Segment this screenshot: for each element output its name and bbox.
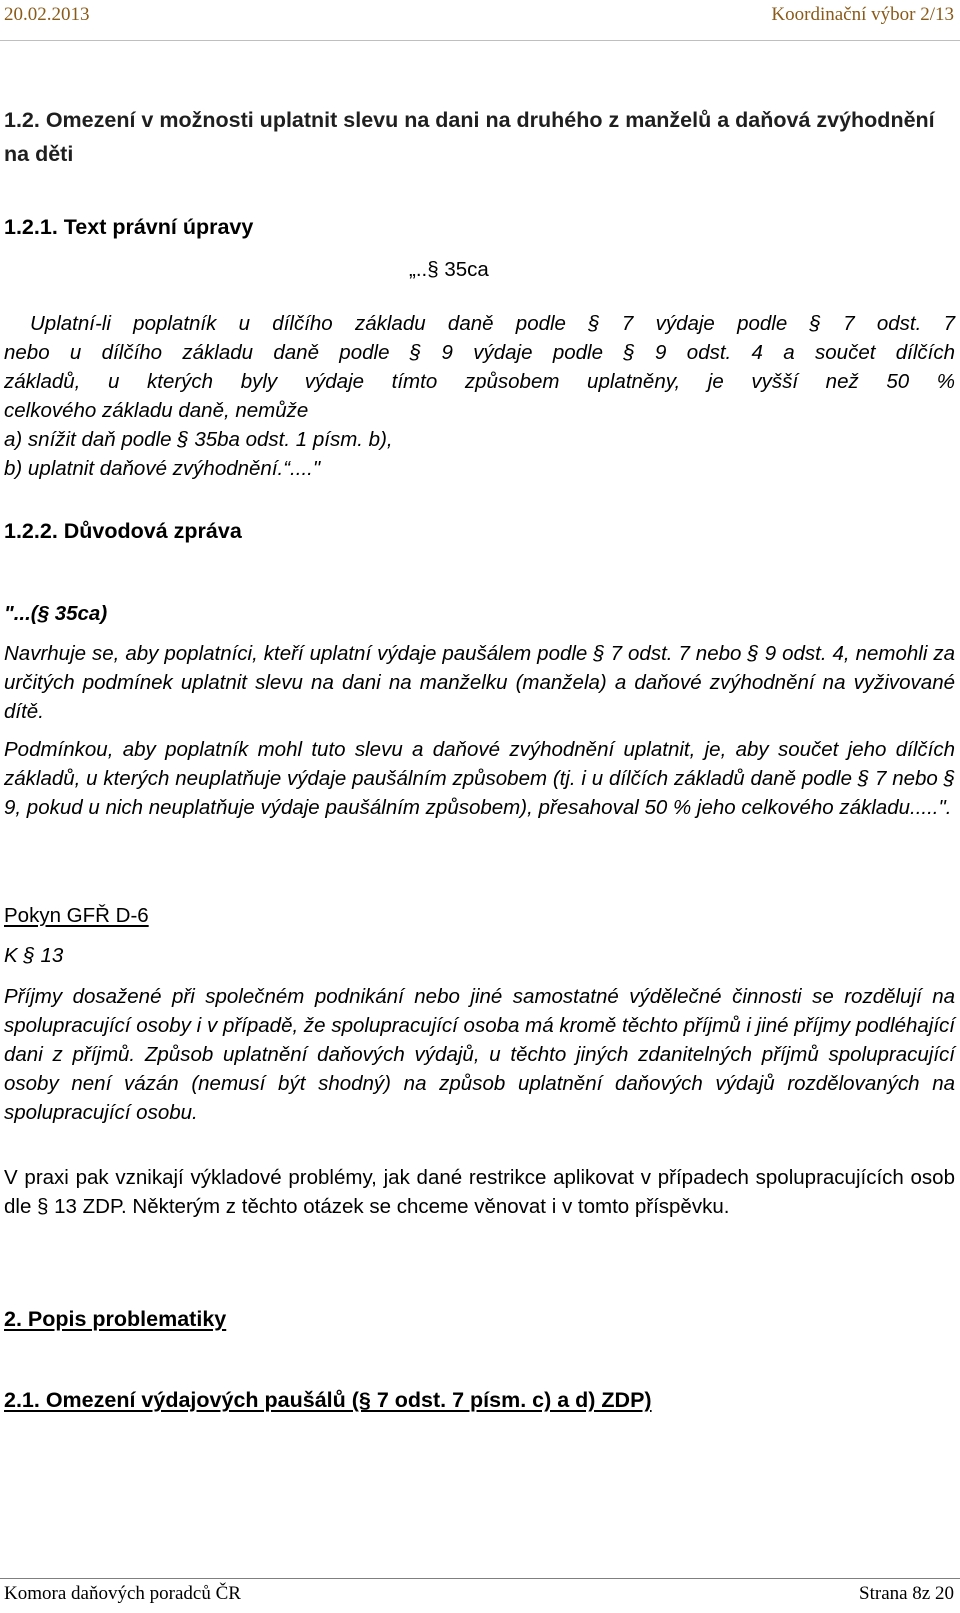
header-committee: Koordinační výbor 2/13	[771, 4, 954, 25]
practice-paragraph: V praxi pak vznikají výkladové problémy, jak dané restrikce aplikovat v případech spolupracujících osob dle § 13 ZDP. Některým z těchto otázek se chceme věnovat i v tomto příspěvku.	[4, 1166, 955, 1218]
section-2-heading: 2. Popis problematiky	[4, 1307, 227, 1331]
pokyn-reference: K § 13	[4, 944, 64, 967]
law-text-line: základů, u kterých byly výdaje tímto způsobem uplatněny, je vyšší než 50 %	[4, 370, 955, 393]
law-text-line: nebo u dílčího základu daně podle § 9 výdaje podle § 9 odst. 4 a součet dílčích	[4, 341, 955, 364]
section-2-1-heading: 2.1. Omezení výdajových paušálů (§ 7 odst. 7 písm. c) a d) ZDP)	[4, 1388, 652, 1412]
explanatory-label: "...(§ 35ca)	[4, 602, 108, 625]
law-text	[4, 309, 955, 483]
section-1-2-2-heading: 1.2.2. Důvodová zpráva	[4, 519, 242, 543]
footer-divider	[0, 1578, 960, 1579]
section-1-2-1-heading: 1.2.1. Text právní úpravy	[4, 215, 254, 239]
explanatory-paragraph-1: Navrhuje se, aby poplatníci, kteří uplatní výdaje paušálem podle § 7 odst. 7 nebo § 9 odst. 4, nemohli za určitých podmínek uplatnit slevu na dani na manželku (manžela) a daňové zvýhodnění na vyživované dítě.	[4, 642, 955, 723]
section-1-2-heading: 1.2. Omezení v možnosti uplatnit slevu na dani na druhého z manželů a daňová zvýhodnění na děti	[4, 108, 935, 166]
law-text-line: Uplatní-li poplatník u dílčího základu daně podle § 7 výdaje podle § 7 odst. 7	[30, 312, 955, 335]
pokyn-text: Příjmy dosažené při společném podnikání nebo jiné samostatné výdělečné činnosti se rozdělují na spolupracující osoby i v případě, že spolupracující osoba má kromě těchto příjmů i jiné příjmy podléhající dani z příjmů. Způsob uplatnění daňových výdajů, u těchto jiných zdanitelných příjmů spolupracující osoby není vázán (nemusí být shodný) na způsob uplatnění daňových výdajů rozdělovaných na spolupracující osobu.	[4, 985, 955, 1124]
explanatory-paragraph-2: Podmínkou, aby poplatník mohl tuto slevu a daňové zvýhodnění uplatnit, je, aby součet jeho dílčích základů, u kterých neuplatňuje výdaje paušálním způsobem (tj. i u dílčích základů daně podle § 7 nebo § 9, pokud u nich neuplatňuje výdaje paušálním způsobem), přesahoval 50 % jeho celkového základu.....".	[4, 738, 955, 819]
header-date: 20.02.2013	[4, 4, 90, 25]
law-paragraph-label: „..§ 35ca	[409, 258, 489, 281]
law-text-line: celkového základu daně, nemůže	[4, 399, 309, 422]
footer-publisher: Komora daňových poradců ČR	[4, 1583, 241, 1604]
pokyn-title: Pokyn GFŘ D-6	[4, 904, 149, 927]
header-divider	[0, 40, 960, 41]
law-item-b: b) uplatnit daňové zvýhodnění.“...."	[4, 457, 321, 480]
footer-page-number: Strana 8z 20	[859, 1583, 954, 1604]
law-item-a: a) snížit daň podle § 35ba odst. 1 písm. b),	[4, 428, 393, 451]
